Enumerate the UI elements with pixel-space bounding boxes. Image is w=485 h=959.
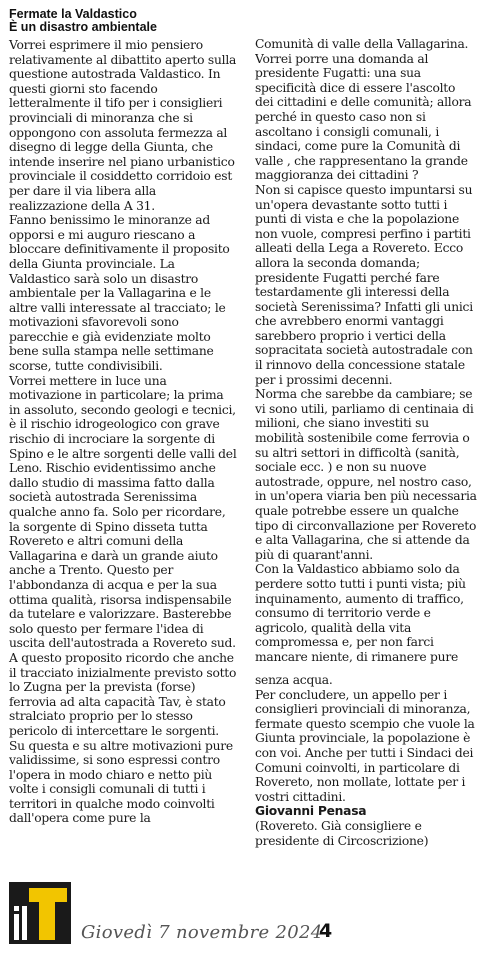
paragraph: Fanno benissimo le minoranze ad opporsi e mi auguro riescano a bloccare definitivamente il proposito della Giunta provinciale. La Valdastico sarà solo un disastro ambientale per la Vallagarina e le altre valli interessate al tracciato; le motivazioni sfavorevoli sono parecchie e già evidenziate molto bene sulla stampa nelle settimane scorse, tutte condivisibili. (9, 213, 230, 374)
page-footer (9, 882, 479, 944)
paragraph: Comunità di valle della Vallagarina. (255, 37, 469, 51)
page-number: 4 (319, 920, 333, 942)
paragraph: Con la Valdastico abbiamo solo da perdere sotto tutti i punti vista; più inquinamento, aumento di traffico, consumo di territorio verde e agricolo, qualità della vita compromessa e, per non farci mancare niente, di rimanere pure (255, 562, 466, 664)
issue-date: Giovedì 7 novembre 2024 (81, 922, 323, 943)
author-name: Giovanni Penasa (255, 804, 367, 819)
headline-line-2: È un disastro ambientale (9, 20, 157, 34)
paragraph: Norma che sarebbe da cambiare; se vi sono utili, parliamo di centinaia di milioni, che siano investiti su mobilità sostenibile come ferrovia o su altri settori in difficoltà (sanità, sociale ecc. ) e non su nuove autostrade, oppure, nel nostro caso, in un'opera viaria ben più necessaria quale potrebbe essere un qualche tipo di circonvallazione per Rovereto e alta Vallagarina, che si attende da più di quarant'anni. (255, 387, 477, 562)
paragraph: Vorrei esprimere il mio pensiero relativamente al dibattito aperto sulla questione autostrada Valdastico. In questi giorni sto facendo letteralmente il tifo per i consiglieri provinciali di minoranza che si oppongono con assoluta fermezza al disegno di legge della Giunta, che intende inserire nel piano urbanistico provinciale il cosiddetto corridoio est per dare il via libera alla realizzazione della A 31. (9, 38, 237, 213)
column-2-lower-block (255, 673, 477, 848)
headline-line-1: Fermate la Valdastico (9, 7, 137, 21)
author-note: (Rovereto. Già consigliere e presidente di Circoscrizione) (255, 818, 429, 848)
article-headline (9, 8, 239, 34)
paragraph: Su questa e su altre motivazioni pure validissime, si sono espressi contro l'opera in modo chiaro e netto più volte i consigli comunali di tutti i territori in qualche modo coinvolti dall'opera come pure la (9, 738, 233, 826)
paragraph: Non si capisce questo impuntarsi su un'opera devastante sotto tutti i punti di vista e che la popolazione non vuole, compresi perfino i partiti alleati della Lega a Rovereto. Ecco allora la seconda domanda; presidente Fugatti perché fare testardamente gli interessi della società Serenissima? Infatti gli unici che avrebbero enormi vantaggi sarebbero proprio i vertici della sopracitata società autostradale con il rinnovo della concessione statale per i prossimi decenni. (255, 182, 473, 387)
paragraph: Vorrei porre una domanda al presidente Fugatti: una sua specificità dice di essere l'ascolto dei cittadini e delle comunità; allora perché in questo caso non si ascoltano i consigli comunali, i sindaci, come pure la Comunità di valle , che rappresentano la grande maggioranza dei cittadini ? (255, 51, 472, 183)
article-column-2 (255, 37, 477, 848)
column-2-upper-block (255, 37, 477, 665)
newspaper-logo (9, 882, 71, 944)
paragraph: Vorrei mettere in luce una motivazione in particolare; la prima in assoluto, secondo geologi e tecnici, è il rischio idrogeologico con grave rischio di incrociare la sorgente di Spino e le altre sorgenti delle valli del Leno. Rischio evidentissimo anche dallo studio di massima fatto dalla società autostrada Serenissima qualche anno fa. Solo per ricordare, la sorgente di Spino disseta tutta Rovereto e altri comuni della Vallagarina e darà un grande aiuto anche a Trento. Questo per l'abbondanza di acqua e per la sua ottima qualità, risorsa indispensabile da tutelare e valorizzare. Basterebbe solo questo per fermare l'idea di uscita dell'autostrada a Rovereto sud. (9, 373, 237, 651)
paragraph: Per concludere, un appello per i consiglieri provinciali di minoranza, fermate questo scempio che vuole la Giunta provinciale, la popolazione è con voi. Anche per tutti i Sindaci dei Comuni coinvolti, in particolare di Rovereto, non mollate, lottate per i vostri cittadini. (255, 687, 475, 804)
paragraph: senza acqua. (255, 673, 333, 687)
article-column-1 (9, 38, 237, 826)
paragraph: A questo proposito ricordo che anche il tracciato inizialmente previsto sotto lo Zugna per la prevista (forse) ferrovia ad alta capacità Tav, è stato stralciato proprio per lo stesso pericolo di intercettare le sorgenti. (9, 650, 237, 738)
